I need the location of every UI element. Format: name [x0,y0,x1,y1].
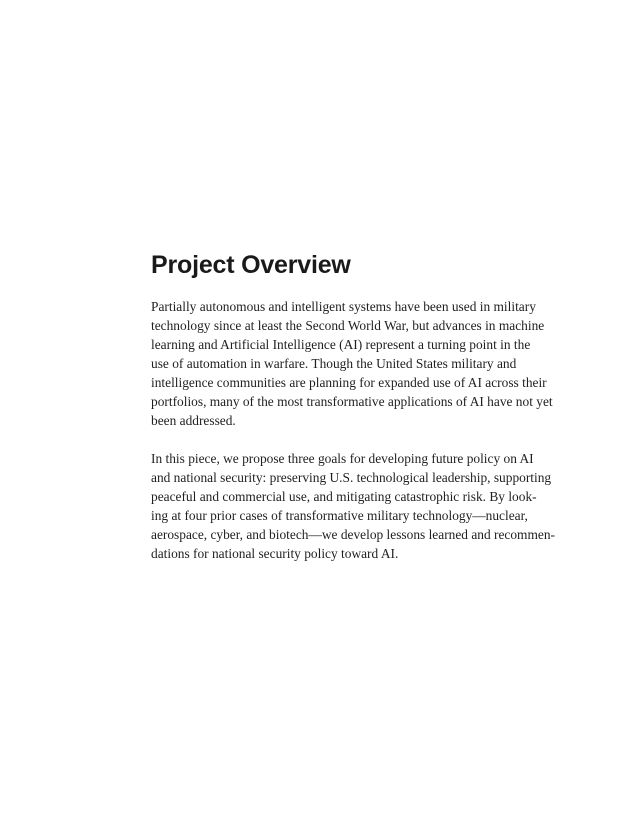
text-line: dations for national security policy toward AI. [151,546,399,561]
text-line: ing at four prior cases of transformative military technology—nuclear, [151,508,528,523]
overview-section [151,250,555,563]
text-line: In this piece, we propose three goals for developing future policy on AI [151,451,534,466]
paragraph-1 [151,297,553,430]
text-line: intelligence communities are planning for expanded use of AI across their [151,375,547,390]
text-line: been addressed. [151,413,236,428]
text-line: use of automation in warfare. Though the United States military and [151,356,517,371]
text-line: Partially autonomous and intelligent systems have been used in military [151,299,536,314]
text-line: learning and Artificial Intelligence (AI) represent a turning point in the [151,337,531,352]
text-line: technology since at least the Second World War, but advances in machine [151,318,545,333]
text-line: portfolios, many of the most transformative applications of AI have not yet [151,394,553,409]
text-line: peaceful and commercial use, and mitigating catastrophic risk. By look- [151,489,537,504]
page-title: Project Overview [151,251,351,279]
text-line: aerospace, cyber, and biotech—we develop lessons learned and recommen- [151,527,555,542]
text-line: and national security: preserving U.S. technological leadership, supporting [151,470,552,485]
paragraph-2 [151,449,555,563]
